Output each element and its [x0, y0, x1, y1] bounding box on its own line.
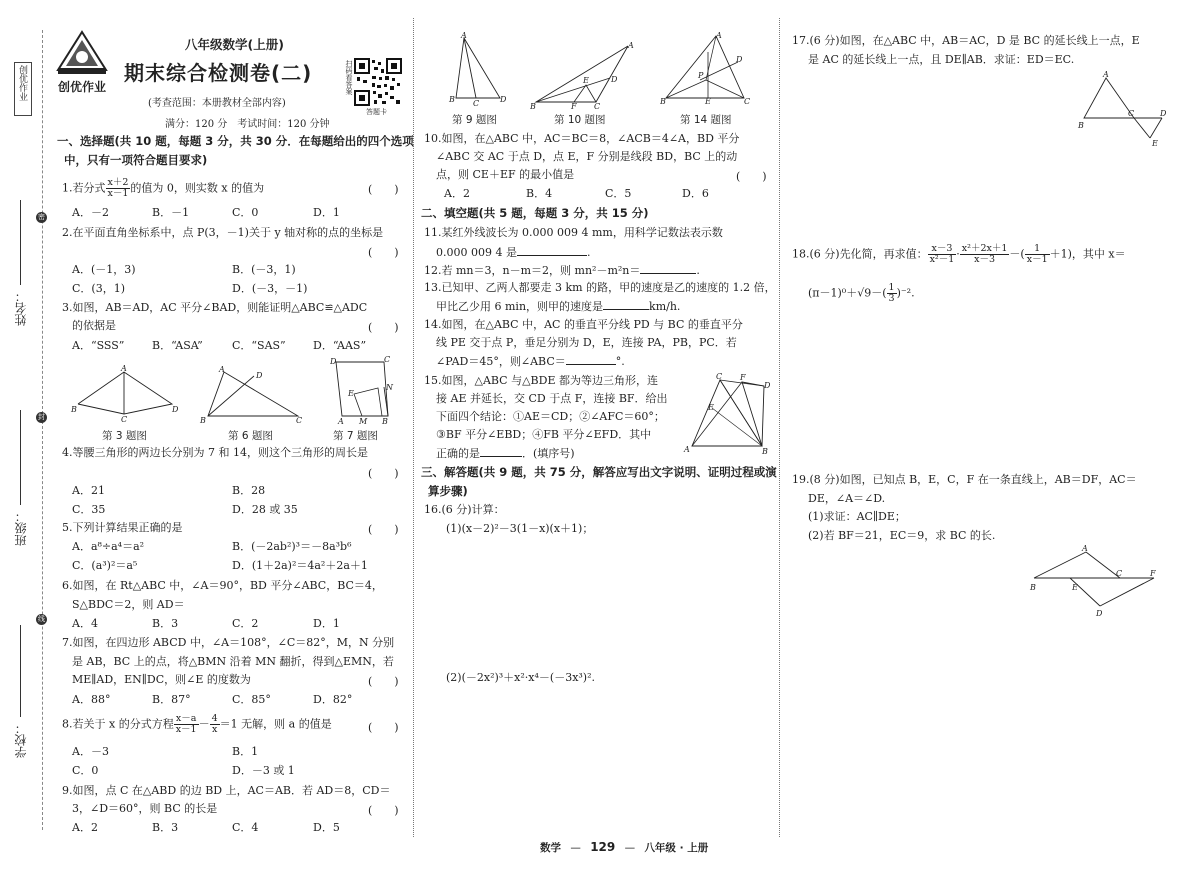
q7-option-a[interactable]: A．88°	[72, 693, 111, 706]
class-line	[20, 410, 21, 505]
footer-dash-2: —	[624, 842, 636, 854]
q1-option-d[interactable]: D．1	[313, 206, 340, 219]
q4-option-c[interactable]: C．35	[72, 503, 106, 516]
q15-stem-5: 正确的是 ．(填序号)	[436, 447, 575, 460]
q2-stem: 2.在平面直角坐标系中，点 P(3，－1)关于 y 轴对称的点的坐标是	[62, 226, 384, 239]
q6-option-d[interactable]: D．1	[313, 617, 340, 630]
svg-text:C: C	[594, 102, 601, 110]
q10-option-b[interactable]: B．4	[526, 187, 553, 200]
q5-option-a[interactable]: A．a⁸÷a⁴＝a²	[72, 540, 145, 553]
q10-option-a[interactable]: A．2	[444, 187, 470, 200]
section1-heading-2: 中，只有一项符合题目要求)	[64, 153, 208, 167]
q19-stem-2: DE，∠A＝∠D.	[808, 492, 886, 505]
q17-stem-1: 17.(6 分)如图，在△ABC 中，AB＝AC，D 是 BC 的延长线上一点，E	[792, 34, 1140, 47]
q1-option-c[interactable]: C．0	[232, 206, 259, 219]
q1-stem: 1.若分式 $\frac{x+2}{x-1}$ 的值为 0，则实数 x 的值为	[62, 177, 265, 199]
svg-text:B: B	[762, 447, 768, 456]
figure-caption-q9: 第 9 题图	[452, 114, 497, 126]
q8-fraction-2: $\frac{4}{x}$	[211, 713, 218, 735]
q5-option-c[interactable]: C．(a³)²＝a⁵	[72, 559, 138, 572]
svg-text:C: C	[1128, 109, 1135, 118]
svg-text:B: B	[660, 97, 666, 106]
figure-caption-q3: 第 3 题图	[102, 430, 147, 442]
svg-text:E: E	[705, 97, 711, 106]
q19-answer-area[interactable]	[790, 620, 1160, 830]
svg-text:B: B	[449, 95, 455, 104]
q18-fraction-2: $\frac{\text{x²＋2x＋1}}{x-3}$	[961, 243, 1008, 265]
section3-heading-2: 算步骤)	[428, 484, 468, 498]
qr-side-text: 扫码看答案	[345, 60, 353, 95]
svg-text:B: B	[71, 405, 77, 414]
svg-text:D: D	[611, 75, 618, 84]
q3-option-c[interactable]: C．“SAS”	[232, 339, 286, 352]
svg-text:D: D	[256, 371, 263, 380]
q13-stem-1: 13.已知甲、乙两人都要走 3 km 的路，甲的速度是乙的速度的 1.2 倍，	[424, 281, 776, 294]
q5-stem: 5.下列计算结果正确的是	[62, 521, 183, 534]
q3-stem-2: 的依据是	[72, 319, 116, 332]
svg-text:D: D	[330, 357, 337, 366]
svg-text:E: E	[1072, 583, 1078, 592]
q19-stem-1: 19.(8 分)如图，已知点 B，E，C，F 在一条直线上，AB＝DF，AC＝	[792, 473, 1137, 486]
q19-part1: (1)求证：AC∥DE；	[808, 510, 906, 523]
footer-grade: 八年级 · 上册	[644, 842, 709, 854]
figure-caption-q6: 第 6 题图	[228, 430, 273, 442]
q16-part2-answer-area[interactable]	[430, 690, 770, 830]
q11-stem-2: 0.000 009 4 是 .	[436, 246, 591, 259]
binding-line	[42, 30, 43, 830]
svg-text:A: A	[338, 417, 344, 426]
svg-text:E: E	[1152, 139, 1158, 148]
q3-option-a[interactable]: A．“SSS”	[72, 339, 125, 352]
q11-answer-blank[interactable]	[517, 245, 587, 256]
figure-q3	[68, 364, 183, 424]
svg-text:C: C	[1116, 569, 1123, 578]
brand-vertical-box	[14, 62, 32, 116]
q18-fraction-3: $\frac{1}{x-1}$	[1026, 243, 1048, 265]
q3-option-b[interactable]: B．“ASA”	[152, 339, 203, 352]
q8-option-c[interactable]: C．0	[72, 764, 99, 777]
section1-heading-1: 一、选择题(共 10 题，每题 3 分，共 30 分．在每题给出的四个选项	[57, 134, 414, 148]
q9-answer-paren[interactable]: ( )	[368, 804, 399, 817]
q15-stem-4: ③BF 平分∠EBD；④FB 平分∠EFD．其中	[436, 428, 652, 441]
q4-answer-paren[interactable]: ( )	[368, 467, 399, 480]
q2-answer-paren[interactable]: ( )	[368, 246, 399, 259]
q4-option-a[interactable]: A．21	[72, 484, 105, 497]
q4-stem: 4.等腰三角形的两边长分别为 7 和 14，则这个三角形的周长是	[62, 446, 368, 459]
q1-option-b[interactable]: B．－1	[152, 206, 190, 219]
q18-fraction-1: $\frac{x-3}{\text{x²－1}}$	[929, 243, 955, 265]
svg-text:E: E	[583, 76, 589, 85]
q3-stem-1: 3.如图，AB＝AD，AC 平分∠BAD，则能证明△ABC≌△ADC	[62, 301, 368, 314]
q2-option-d[interactable]: D．(－3，－1)	[232, 282, 308, 295]
name-line	[20, 200, 21, 285]
q5-answer-paren[interactable]: ( )	[368, 523, 399, 536]
q8-option-b[interactable]: B．1	[232, 745, 259, 758]
svg-text:D: D	[1096, 609, 1103, 618]
brand-vertical-text: 创优作业	[17, 65, 27, 101]
q13-answer-blank[interactable]	[603, 299, 649, 310]
svg-text:C: C	[473, 99, 480, 106]
q3-option-d[interactable]: D．“AAS”	[313, 339, 367, 352]
q17-stem-2: 是 AC 的延长线上一点，且 DE∥AB．求证：ED＝EC.	[808, 53, 1075, 66]
q7-option-c[interactable]: C．85°	[232, 693, 271, 706]
q13-stem-2: 甲比乙少用 6 min，则甲的速度是 km/h.	[436, 300, 681, 313]
section2-heading: 二、填空题(共 5 题，每题 3 分，共 15 分)	[421, 206, 649, 220]
q6-option-a[interactable]: A．4	[72, 617, 98, 630]
q18-answer-area[interactable]	[790, 315, 1160, 465]
q10-option-d[interactable]: D．6	[682, 187, 709, 200]
svg-text:D: D	[500, 95, 507, 104]
score-time: 满分：120 分 考试时间：120 分钟	[165, 119, 330, 130]
svg-text:A: A	[1103, 70, 1109, 79]
svg-text:A: A	[684, 445, 690, 454]
svg-text:F: F	[571, 102, 577, 110]
q15-stem-3: 下面四个结论：①AE＝CD；②∠AFC＝60°；	[436, 410, 665, 423]
svg-text:C: C	[716, 372, 723, 381]
svg-text:B: B	[200, 416, 206, 425]
q18-stem-1: 18.(6 分)先化简，再求值： $\frac{x-3}{\text{x²－1}}$ · $\frac{\text{x²＋2x＋1}}{x-3}$ －( $\frac{1}{x-1}$ ＋1)，其中 x＝	[792, 243, 1126, 265]
q7-stem-3: ME∥AD，EN∥DC，则∠E 的度数为	[72, 673, 251, 686]
svg-text:D: D	[736, 55, 743, 64]
q10-stem-1: 10.如图，在△ABC 中，AC＝BC＝8，∠ACB＝4∠A，BD 平分	[424, 132, 740, 145]
q7-option-b[interactable]: B．87°	[152, 693, 191, 706]
svg-text:A: A	[461, 32, 467, 40]
q3-answer-paren[interactable]: ( )	[368, 321, 399, 334]
page-footer	[540, 840, 708, 855]
q15-answer-blank[interactable]	[480, 446, 522, 457]
svg-text:C: C	[744, 97, 751, 106]
q10-stem-2: ∠ABC 交 AC 于点 D，点 E，F 分别是线段 BD，BC 上的动	[436, 150, 738, 163]
figure-q9	[448, 32, 510, 106]
q15-stem-2: 接 AE 并延长，交 CD 于点 F，连接 BF．给出	[436, 392, 668, 405]
q6-stem-2: S△BDC＝2，则 AD＝	[72, 598, 185, 611]
q18-fraction-4: $\frac{1}{3}$	[888, 282, 895, 304]
q8-answer-paren[interactable]: ( )	[368, 721, 399, 734]
figure-q7	[330, 356, 400, 426]
svg-text:C: C	[384, 356, 391, 364]
q7-stem-1: 7.如图，在四边形 ABCD 中，∠A＝108°，∠C＝82°，M，N 分别	[62, 636, 395, 649]
q10-option-c[interactable]: C．5	[605, 187, 632, 200]
svg-text:P: P	[698, 71, 704, 80]
scope-text: (考查范围：本册教材全部内容)	[148, 98, 286, 109]
qr-caption: 答题卡	[366, 108, 387, 116]
q12-stem: 12.若 mn＝3，n－m＝2，则 mn²－m²n＝ .	[424, 264, 700, 277]
svg-text:D: D	[172, 405, 179, 414]
q9-option-d[interactable]: D．5	[313, 821, 340, 834]
q19-part2: (2)若 BF＝21，EC＝9，求 BC 的长.	[808, 529, 996, 542]
q2-option-c[interactable]: C．(3，1)	[72, 282, 125, 295]
class-label: 班级：	[14, 510, 28, 546]
q10-stem-3: 点，则 CE＋EF 的最小值是	[436, 168, 575, 181]
footer-dash-1: —	[570, 842, 581, 854]
footer-subject: 数学	[540, 842, 561, 854]
q12-answer-blank[interactable]	[640, 263, 696, 274]
q16-title: 16.(6 分)计算：	[424, 503, 505, 516]
svg-text:F: F	[740, 373, 746, 382]
main-title: 期末综合检测卷(二)	[124, 61, 313, 85]
svg-text:E: E	[708, 403, 714, 412]
q8-option-a[interactable]: A．－3	[72, 745, 109, 758]
svg-text:C: C	[121, 415, 128, 424]
q10-answer-paren[interactable]: ( )	[736, 170, 767, 183]
school-line	[20, 625, 21, 717]
q2-option-a[interactable]: A．(－1，3)	[72, 263, 136, 276]
svg-text:A: A	[121, 364, 127, 373]
q14-stem-2: 线 PE 交于点 P，垂足分别为 D，E，连接 PA，PB，PC．若	[436, 336, 737, 349]
svg-text:D: D	[764, 381, 771, 390]
q16-part2: (2)(－2x²)³＋x²·x⁴－(－3x³)².	[446, 671, 596, 684]
seal-mark-xian: 线	[38, 615, 45, 623]
q16-part1-answer-area[interactable]	[430, 540, 770, 665]
q11-stem-1: 11.某红外线波长为 0.000 009 4 mm，用科学记数法表示数	[424, 226, 723, 239]
q14-stem-1: 14.如图，在△ABC 中，AC 的垂直平分线 PD 与 BC 的垂直平分	[424, 318, 743, 331]
q9-stem-2: 3，∠D＝60°，则 BC 的长是	[72, 802, 218, 815]
svg-text:B: B	[382, 417, 388, 426]
column-divider-2	[779, 18, 780, 837]
q5-option-b[interactable]: B．(－2ab²)³＝－8a³b⁶	[232, 540, 352, 553]
q15-stem-1: 15.如图，△ABC 与△BDE 都为等边三角形，连	[424, 374, 658, 387]
grade-title: 八年级数学(上册)	[185, 37, 284, 52]
q4-option-b[interactable]: B．28	[232, 484, 266, 497]
q9-option-b[interactable]: B．3	[152, 821, 179, 834]
svg-text:N: N	[386, 383, 393, 392]
q1-option-a[interactable]: A．－2	[72, 206, 109, 219]
q6-option-b[interactable]: B．3	[152, 617, 179, 630]
q2-option-b[interactable]: B．(－3，1)	[232, 263, 296, 276]
school-label: 学校：	[14, 722, 28, 758]
q6-stem-1: 6.如图，在 Rt△ABC 中，∠A＝90°，BD 平分∠ABC，BC＝4，	[62, 579, 383, 592]
svg-text:D: D	[1160, 109, 1167, 118]
svg-text:A: A	[628, 41, 634, 50]
q14-stem-3: ∠PAD＝45°，则∠ABC＝ °.	[436, 355, 625, 368]
q9-option-a[interactable]: A．2	[72, 821, 98, 834]
q16-part1: (1)(x－2)²－3(1－x)(x＋1)；	[446, 522, 594, 535]
q8-option-d[interactable]: D．－3 或 1	[232, 764, 295, 777]
figure-caption-q10: 第 10 题图	[554, 114, 606, 126]
q9-stem-1: 9.如图，点 C 在△ABD 的边 BD 上，AC＝AB．若 AD＝8，CD＝	[62, 784, 391, 797]
q5-option-d[interactable]: D．(1＋2a)²＝4a²＋2a＋1	[232, 559, 368, 572]
q7-stem-2: 是 AB，BC 上的点，将△BMN 沿着 MN 翻折，得到△EMN，若	[72, 655, 394, 668]
figure-q14	[660, 32, 752, 108]
logo-icon	[56, 30, 108, 76]
q1-fraction: $\frac{x+2}{x-1}$	[107, 177, 129, 199]
svg-text:F: F	[1150, 569, 1156, 578]
q17-answer-area[interactable]	[790, 150, 1160, 230]
figure-q15	[682, 372, 774, 456]
svg-text:A: A	[219, 366, 225, 374]
q8-fraction-1: $\frac{x-a}{x-1}$	[175, 713, 197, 735]
q9-option-c[interactable]: C．4	[232, 821, 259, 834]
figure-q6	[198, 366, 313, 426]
figure-q10	[530, 40, 640, 110]
svg-text:B: B	[1030, 583, 1036, 592]
name-label: 姓名：	[14, 290, 28, 326]
svg-text:B: B	[1078, 121, 1084, 130]
q6-option-c[interactable]: C．2	[232, 617, 259, 630]
q7-answer-paren[interactable]: ( )	[368, 675, 399, 688]
figure-caption-q14: 第 14 题图	[680, 114, 732, 126]
q4-option-d[interactable]: D．28 或 35	[232, 503, 298, 516]
figure-q19	[1028, 544, 1162, 618]
qr-code-icon[interactable]	[354, 58, 402, 106]
q8-stem: 8.若关于 x 的分式方程 $\frac{x-a}{x-1}$ － $\frac{4}{x}$ ＝1 无解，则 a 的值是	[62, 713, 332, 735]
seal-mark-mi: 密	[38, 213, 45, 221]
q7-option-d[interactable]: D．82°	[313, 693, 353, 706]
seal-mark-feng: 封	[38, 413, 45, 421]
section3-heading-1: 三、解答题(共 9 题，共 75 分，解答应写出文字说明、证明过程或演	[421, 465, 777, 479]
svg-text:E: E	[348, 389, 354, 398]
figure-q17	[1076, 70, 1168, 148]
q1-answer-paren[interactable]: ( )	[368, 183, 399, 196]
svg-text:A: A	[1082, 544, 1088, 553]
svg-text:M: M	[359, 417, 368, 426]
q14-answer-blank[interactable]	[566, 354, 616, 365]
q18-stem-2: (π－1)⁰＋√9－( $\frac{1}{3}$ )⁻².	[808, 282, 915, 304]
footer-page-number: 129	[590, 840, 616, 854]
figure-caption-q7: 第 7 题图	[333, 430, 378, 442]
svg-text:C: C	[296, 416, 303, 425]
svg-text:B: B	[530, 102, 536, 110]
svg-text:A: A	[716, 32, 722, 40]
logo-text: 创优作业	[58, 80, 107, 94]
